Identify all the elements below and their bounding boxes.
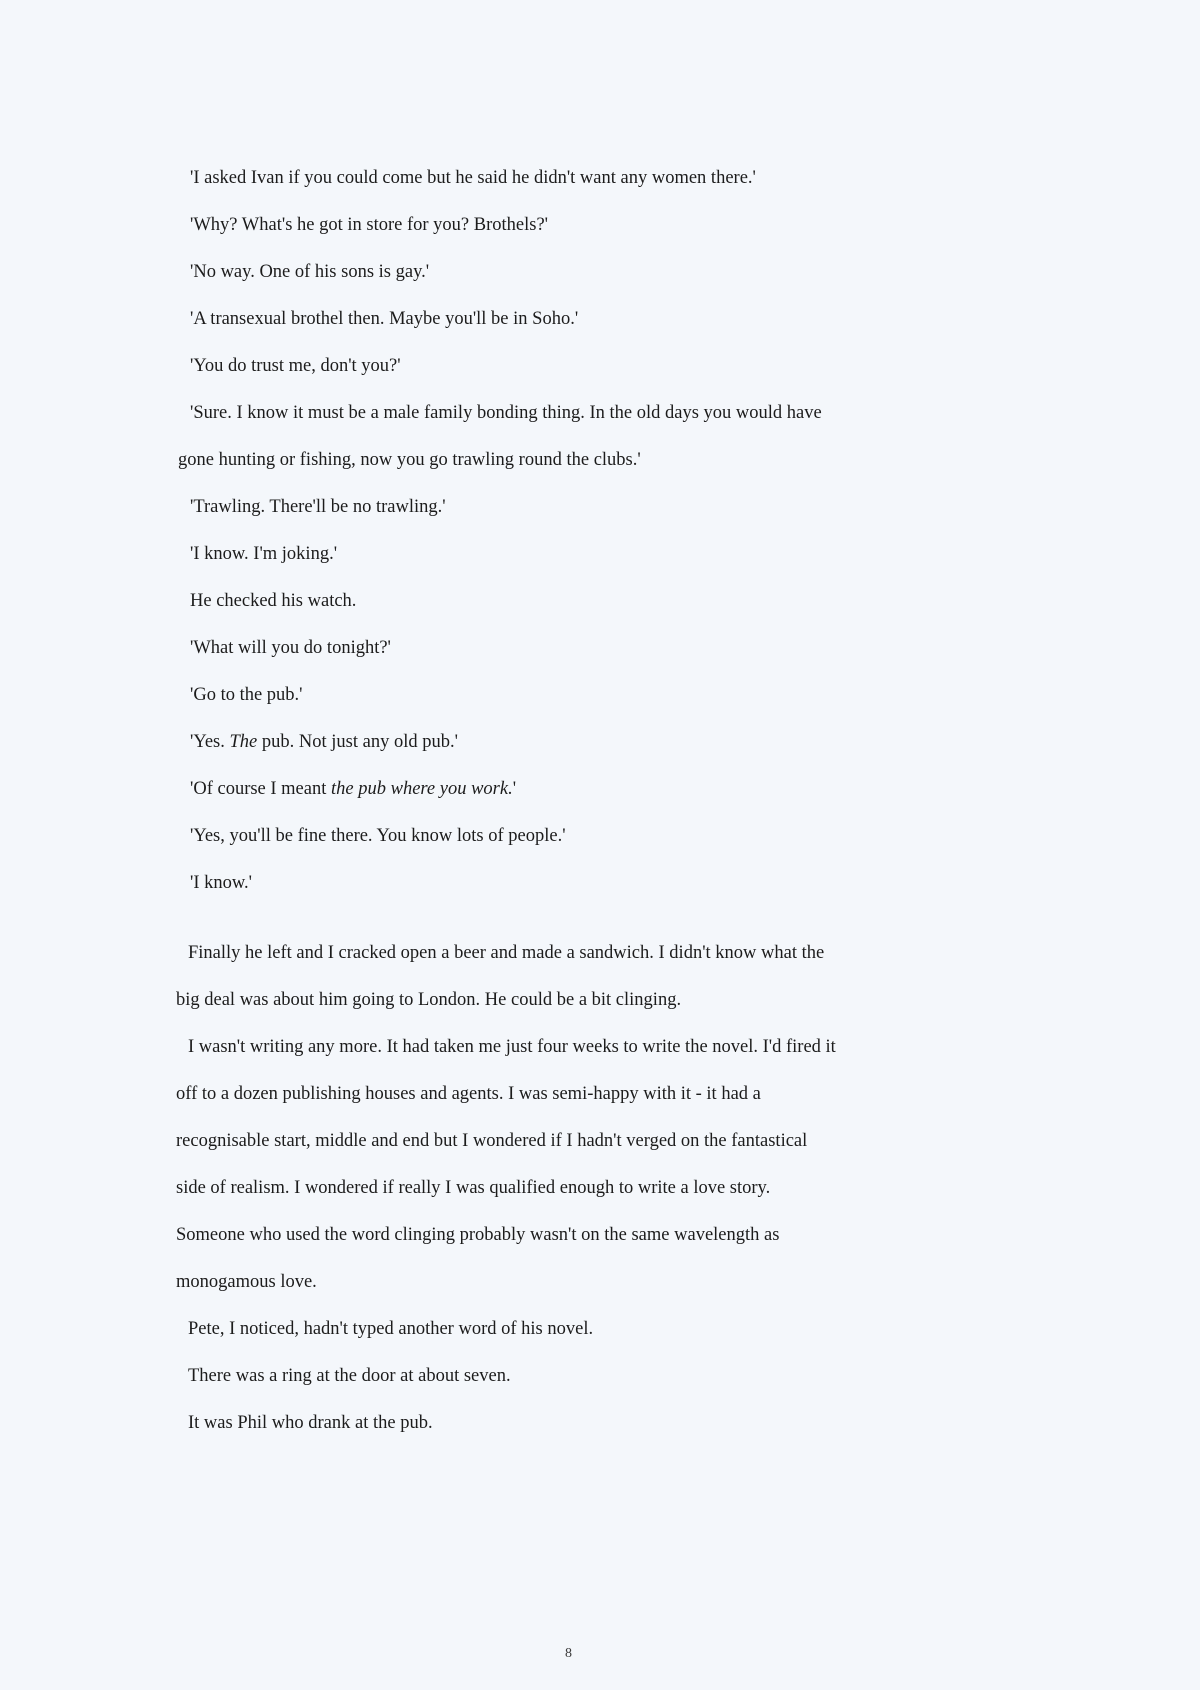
paragraph [190,343,401,390]
text-line: 'Go to the pub.' [190,685,303,705]
italic-text: The [229,732,258,752]
paragraph [190,860,252,907]
paragraph [190,155,756,202]
paragraph [190,813,566,860]
text-line [190,766,516,813]
text-line: There was a ring at the door at about seven. [188,1366,511,1386]
text-run: ' [512,779,517,799]
paragraph [188,1353,511,1400]
text-line: 'What will you do tonight?' [190,638,391,658]
text-line: I wasn't writing any more. It had taken me just four weeks to write the novel. I'd fired it [188,1037,836,1057]
paragraph [190,531,337,578]
text-run: 'Of course I meant [190,779,331,799]
text-line: Someone who used the word clinging probably wasn't on the same wavelength as [176,1225,780,1245]
text-line: He checked his watch. [190,591,357,611]
text-line: 'Trawling. There'll be no trawling.' [190,497,446,517]
paragraph [190,766,516,813]
text-run: pub. Not just any old pub.' [257,732,458,752]
text-line: 'Sure. I know it must be a male family bonding thing. In the old days you would have [190,403,822,423]
text-line: gone hunting or fishing, now you go trawling round the clubs.' [178,450,641,470]
text-line: Finally he left and I cracked open a beer and made a sandwich. I didn't know what the [188,943,825,963]
paragraph [190,249,429,296]
text-line: 'A transexual brothel then. Maybe you'll be in Soho.' [190,309,579,329]
text-line: monogamous love. [176,1272,317,1292]
text-line: It was Phil who drank at the pub. [188,1413,433,1433]
paragraph [188,1306,593,1353]
text-line: recognisable start, middle and end but I wondered if I hadn't verged on the fantastical [176,1131,808,1151]
text-line: 'I know. I'm joking.' [190,544,338,564]
text-line: 'Why? What's he got in store for you? Brothels?' [190,215,548,235]
paragraph [190,202,548,249]
italic-text: the pub where you work. [331,779,513,799]
paragraph [190,672,303,719]
paragraph [176,930,824,1024]
page-number: 8 [565,1646,572,1661]
paragraph [188,1400,433,1447]
text-line: big deal was about him going to London. He could be a bit clinging. [176,990,682,1010]
text-line: 'You do trust me, don't you?' [190,356,401,376]
text-line: 'I asked Ivan if you could come but he said he didn't want any women there.' [190,168,756,188]
paragraph [190,484,446,531]
text-line: side of realism. I wondered if really I was qualified enough to write a love story. [176,1178,771,1198]
text-line [190,719,458,766]
paragraph [190,578,356,625]
text-line: 'I know.' [190,873,252,893]
text-line: 'Yes, you'll be fine there. You know lots of people.' [190,826,566,846]
text-run: 'Yes. [190,732,230,752]
paragraph [190,719,458,766]
text-line: Pete, I noticed, hadn't typed another word of his novel. [188,1319,594,1339]
paragraph [176,1024,836,1306]
paragraph [178,390,822,484]
text-line: 'No way. One of his sons is gay.' [190,262,430,282]
paragraph [190,296,578,343]
text-line: off to a dozen publishing houses and agents. I was semi-happy with it - it had a [176,1084,761,1104]
paragraph [190,625,391,672]
